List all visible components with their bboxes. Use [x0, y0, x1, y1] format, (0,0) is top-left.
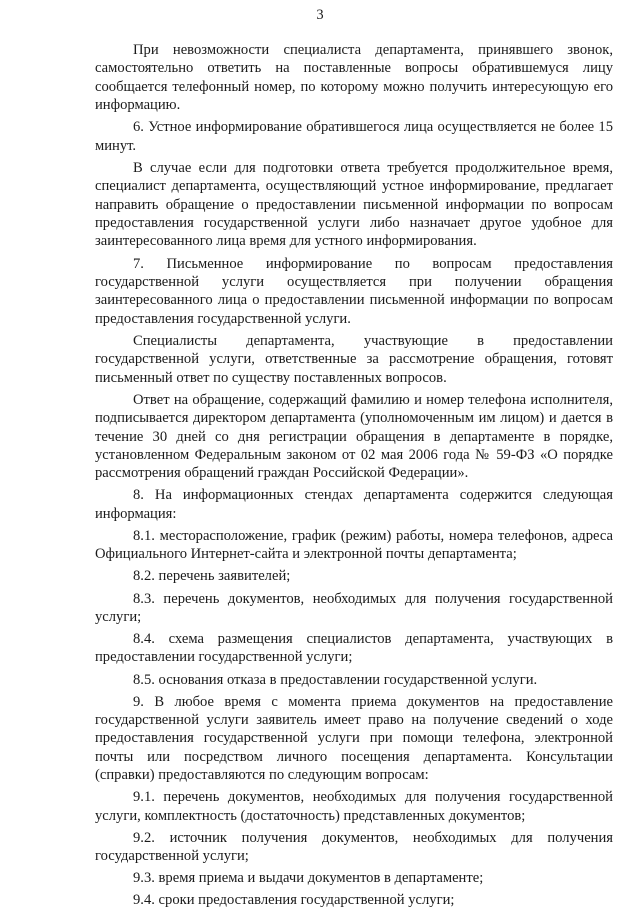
document-body — [95, 41, 613, 914]
paragraph: При невозможности специалиста департамента, принявшего звонок, самостоятельно ответить на поставленные вопросы обратившемуся лицу сообщается телефонный номер, по которому можно получить интересующую его информацию. — [95, 42, 613, 114]
list-item: 8.4. схема размещения специалистов департамента, участвующих в предоставлении государственной услуги; — [95, 631, 613, 666]
page-number: 3 — [316, 7, 324, 23]
paragraph: Специалисты департамента, участвующие в предоставлении государственной услуги, ответственные за рассмотрение обращения, готовят письменный ответ по существу поставленных вопросов. — [95, 332, 613, 386]
list-item: 9.4. сроки предоставления государственной услуги; — [133, 892, 455, 909]
list-item: 9.3. время приема и выдачи документов в департаменте; — [133, 870, 484, 887]
list-item: 9.1. перечень документов, необходимых для получения государственной услуги, комплектность (достаточность) представленных документов; — [95, 789, 613, 824]
paragraph: 7. Письменное информирование по вопросам предоставления государственной услуги осуществляется при получении обращения заинтересованного лица о предоставлении письменной информации по вопросам предоставления государственной услуги. — [95, 255, 613, 327]
list-item: 9.2. источник получения документов, необходимых для получения государственной услуги; — [95, 829, 613, 865]
paragraph: 9. В любое время с момента приема документов на предоставление государственной услуги заявитель имеет право на получение сведений о ходе предоставления государственной услуги при помощи телефона, электронной почты или посредством личного посещения департамента. Консультации (справки) предоставляются по следующим вопросам: — [95, 693, 613, 784]
list-item: 8.2. перечень заявителей; — [133, 568, 291, 585]
list-item: 8.3. перечень документов, необходимых для получения государственной услуги; — [95, 590, 613, 625]
paragraph: В случае если для подготовки ответа требуется продолжительное время, специалист департамента, осуществляющий устное информирование, предлагает направить обращение о предоставлении письменной информации по вопросам предоставления государственной услуги либо назначает другое удобное для заинтересованного лица время для устного информирования. — [95, 159, 613, 250]
paragraph: 8. На информационных стендах департамента содержится следующая информация: — [95, 487, 613, 522]
list-item: 8.1. месторасположение, график (режим) работы, номера телефонов, адреса Официального Интернет-сайта и электронной почты департамента; — [95, 527, 613, 563]
paragraph: Ответ на обращение, содержащий фамилию и номер телефона исполнителя, подписывается директором департамента (уполномоченным им лицом) и дается в течение 30 дней со дня регистрации обращения в департаменте в порядке, установленном Федеральным законом от 02 мая 2006 года № 59-ФЗ «О порядке рассмотрения обращений граждан Российской Федерации». — [95, 391, 613, 482]
paragraph: 6. Устное информирование обратившегося лица осуществляется не более 15 минут. — [95, 119, 613, 154]
list-item: 8.5. основания отказа в предоставлении государственной услуги. — [133, 671, 538, 688]
